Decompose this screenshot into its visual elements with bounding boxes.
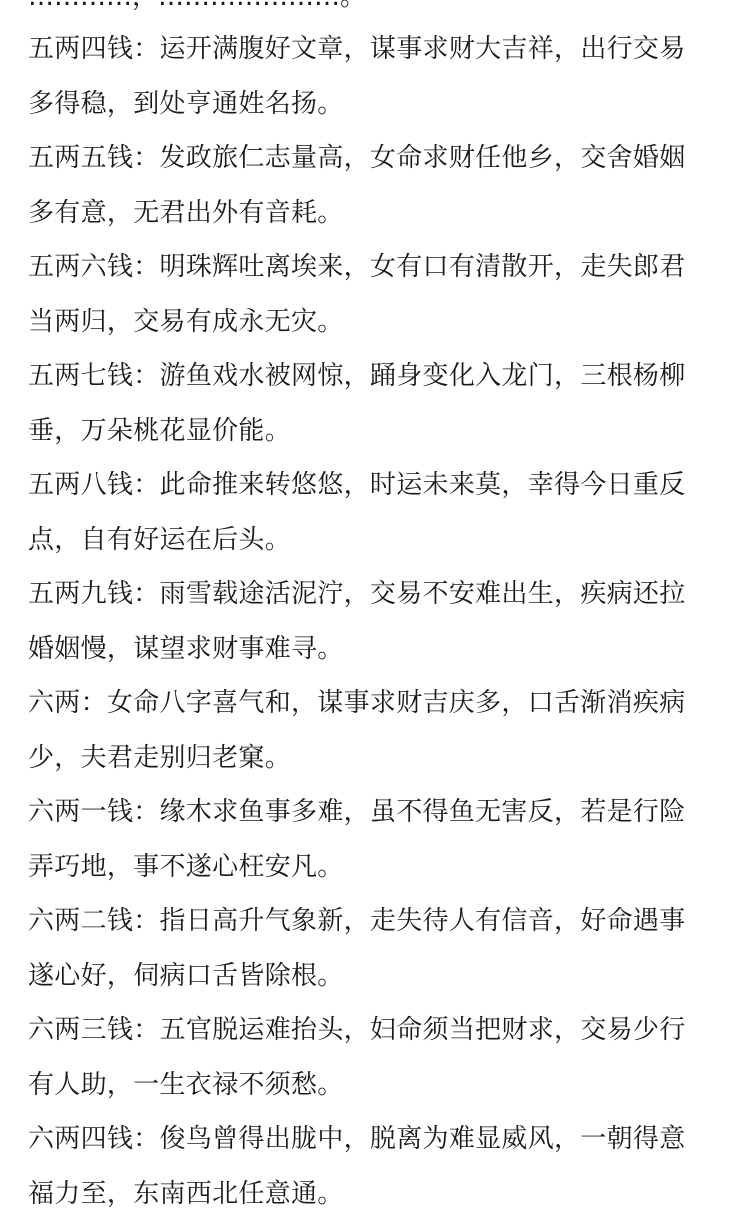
entry-label: 六两三钱： (28, 1015, 160, 1045)
entry-text: 游鱼戏水被网惊，踊身变化入龙门，三根杨柳垂，万朵桃花显价能。 (28, 361, 686, 446)
entry-label: 五两七钱： (28, 361, 160, 391)
entry-list (28, 22, 708, 1221)
entry-label: 五两五钱： (28, 143, 160, 173)
entry-label: 六两四钱： (28, 1124, 160, 1154)
entry-5-5 (28, 131, 708, 240)
entry-5-7 (28, 349, 708, 458)
entry-5-9 (28, 567, 708, 676)
entry-label: 五两九钱： (28, 579, 160, 609)
entry-text: 俊鸟曾得出胧中，脱离为难显威风，一朝得意福力至，东南西北任意通。 (28, 1124, 686, 1209)
entry-label: 六两一钱： (28, 797, 160, 827)
entry-label: 六两二钱： (28, 906, 160, 936)
entry-text: 发政旅仁志量高，女命求财任他乡，交舍婚姻多有意，无君出外有音耗。 (28, 143, 686, 228)
entry-text: 缘木求鱼事多难，虽不得鱼无害反，若是行险弄巧地，事不遂心枉安凡。 (28, 797, 686, 882)
entry-label: 五两八钱： (28, 470, 160, 500)
entry-6-4 (28, 1112, 708, 1221)
entry-6-0 (28, 676, 708, 785)
entry-text: 明珠辉吐离埃来，女有口有清散开，走失郎君当两归，交易有成永无灾。 (28, 252, 686, 337)
entry-label: 五两四钱： (28, 34, 160, 64)
entry-text: 雨雪载途活泥泞，交易不安难出生，疾病还拉婚姻慢，谋望求财事难寻。 (28, 579, 686, 664)
entry-text: 五官脱运难抬头，妇命须当把财求，交易少行有人助，一生衣禄不须愁。 (28, 1015, 686, 1100)
entry-6-1 (28, 785, 708, 894)
entry-label: 五两六钱： (28, 252, 160, 282)
entry-6-3 (28, 1003, 708, 1112)
entry-text: 运开满腹好文章，谋事求财大吉祥，出行交易多得稳，到处亨通姓名扬。 (28, 34, 686, 119)
entry-5-8 (28, 458, 708, 567)
entry-label: 六两： (28, 688, 107, 718)
cut-off-text-line (28, 0, 366, 12)
entry-text: 女命八字喜气和，谋事求财吉庆多，口舌渐消疾病少，夫君走别归老窠。 (28, 688, 686, 773)
entry-6-2 (28, 894, 708, 1003)
entry-5-4 (28, 22, 708, 131)
entry-5-6 (28, 240, 708, 349)
entry-text: 此命推来转悠悠，时运未来莫，幸得今日重反点，自有好运在后头。 (28, 470, 686, 555)
entry-text: 指日高升气象新，走失待人有信音，好命遇事遂心好，伺病口舌皆除根。 (28, 906, 686, 991)
